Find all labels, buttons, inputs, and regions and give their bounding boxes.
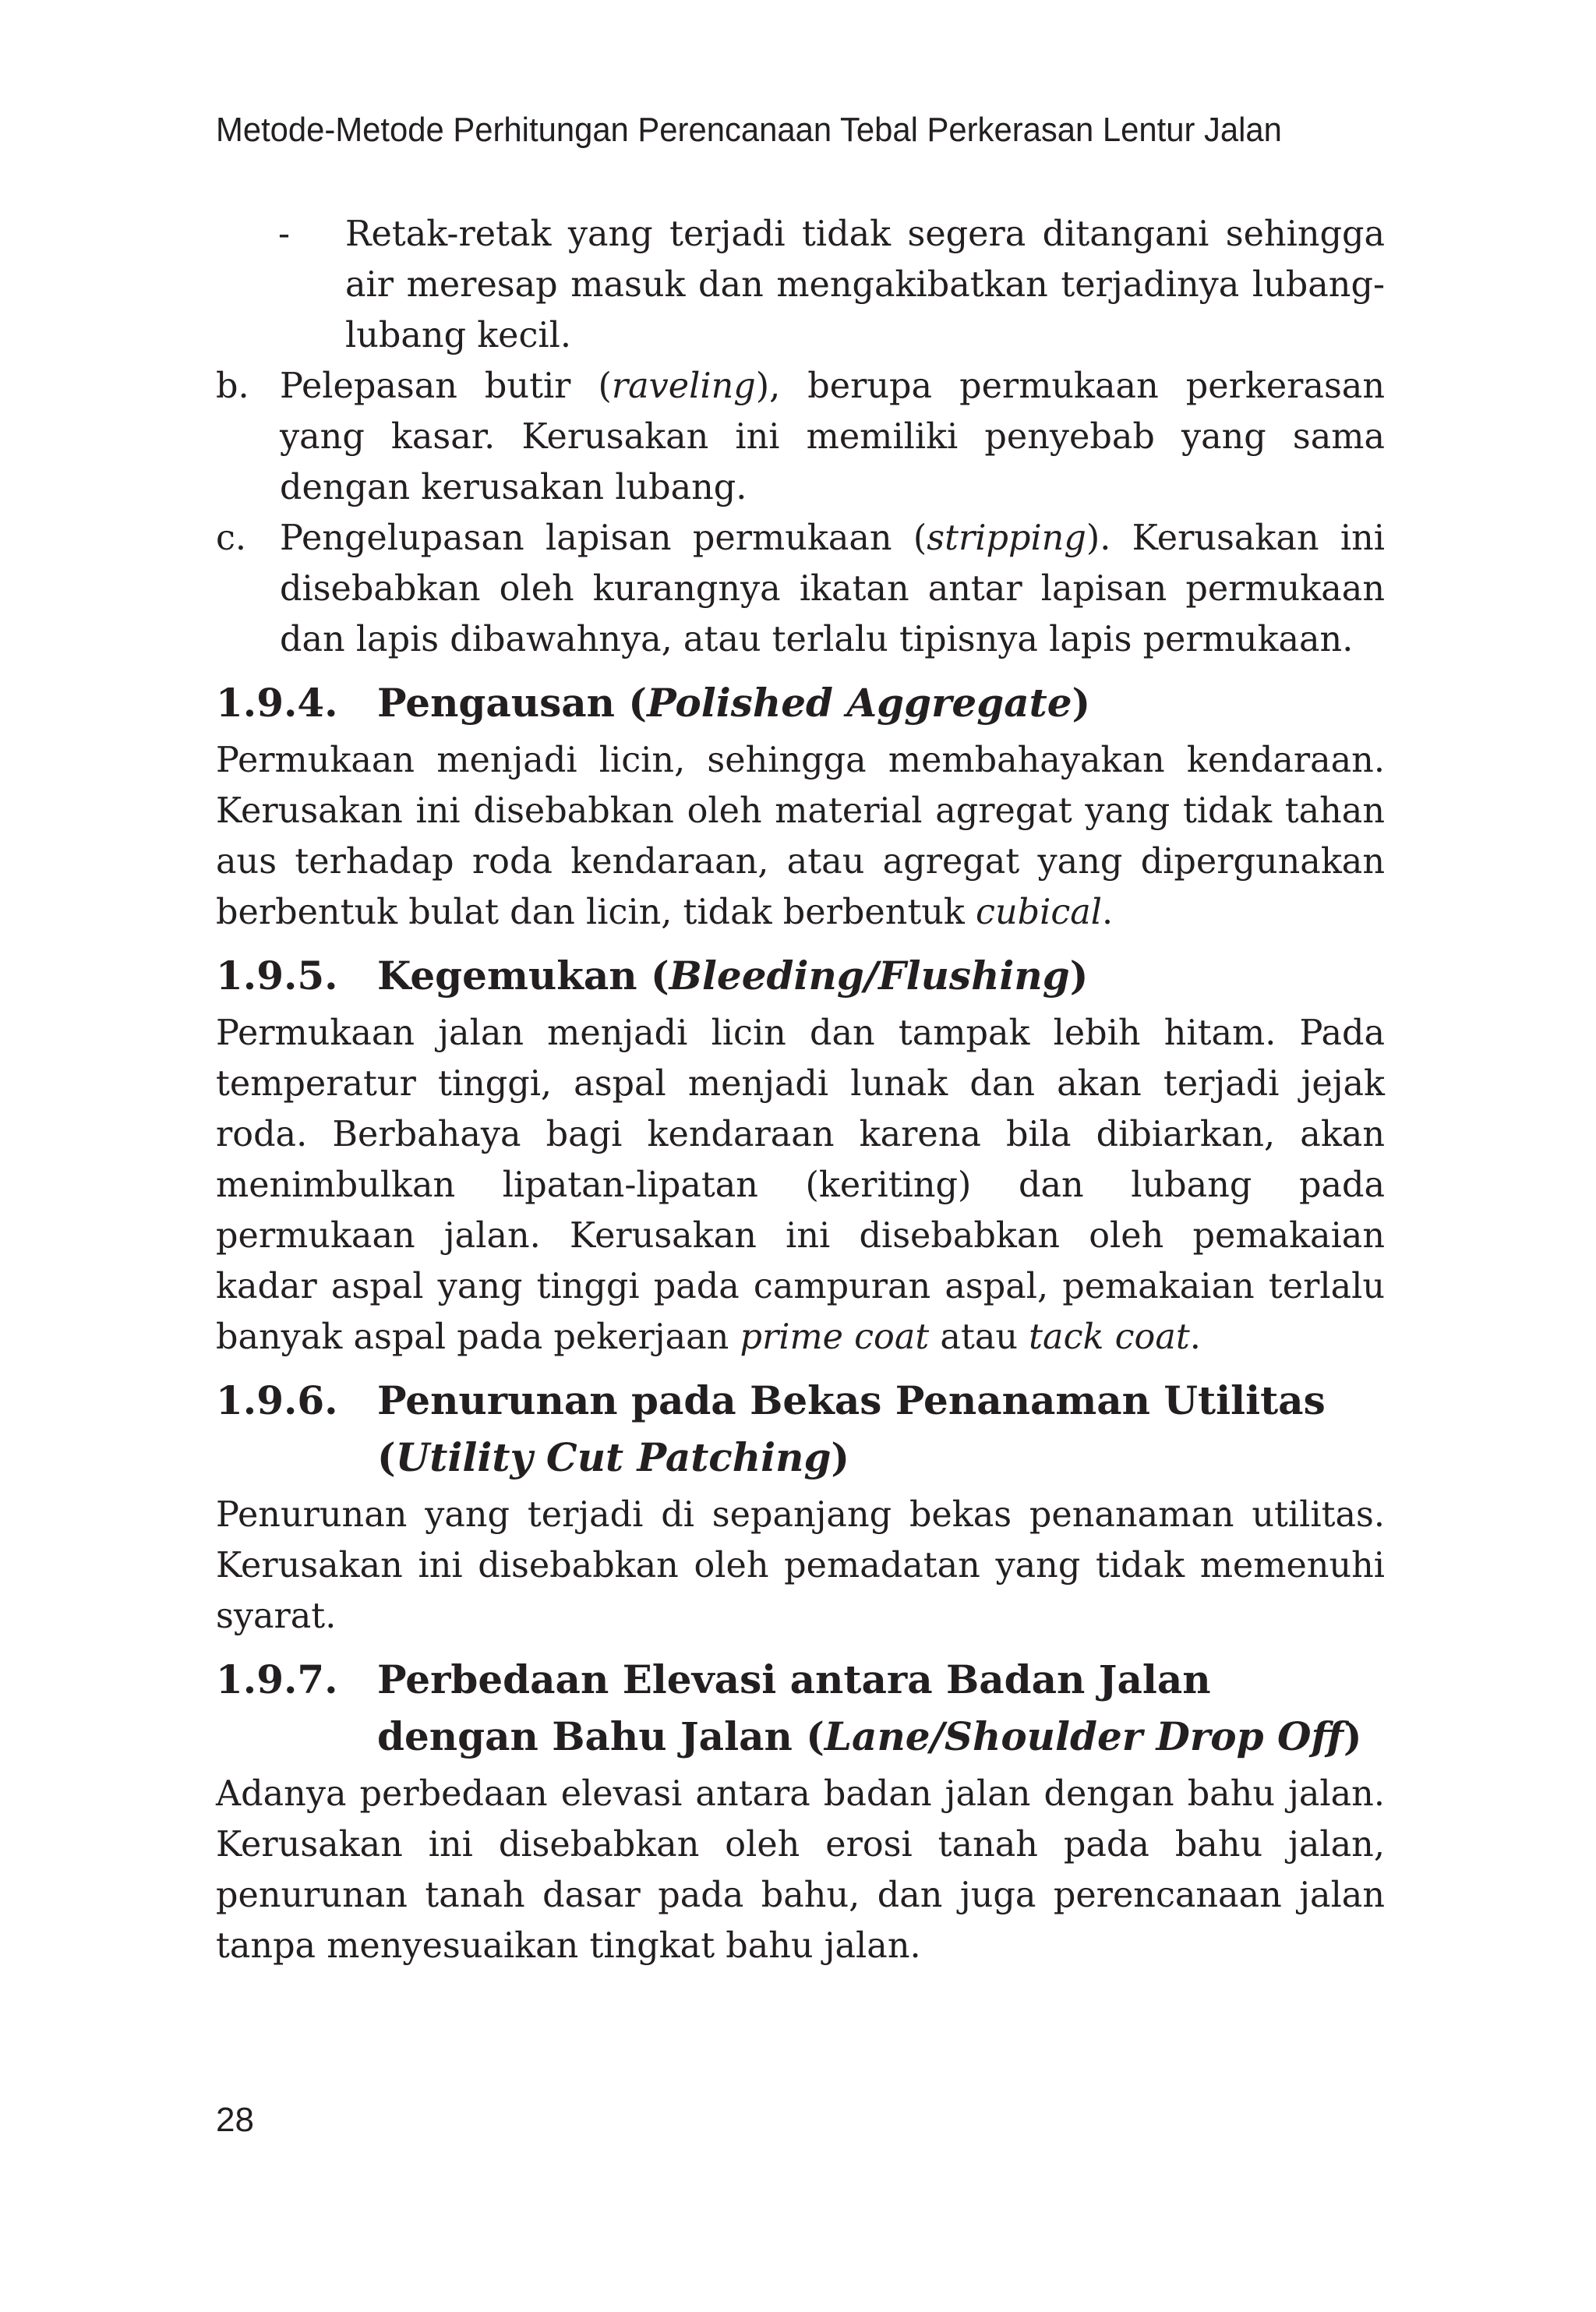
body-text: .: [1189, 1317, 1201, 1357]
section-title: ): [1069, 953, 1089, 999]
list-item-text: ). Kerusakan ini disebabkan oleh kurangnya ikatan antar lapisan permukaan dan lapis dibawahnya, atau terlalu tipisnya lapis permukaan.: [280, 518, 1385, 659]
section-title-term: Polished Aggregate: [647, 680, 1072, 726]
running-head: Metode-Metode Perhitungan Perencanaan Tebal Perkerasan Lentur Jalan: [216, 111, 1282, 149]
list-marker-b: b.: [216, 366, 249, 406]
section-number: 1.9.7.: [216, 1656, 338, 1702]
section-title-term: Utility Cut Patching: [395, 1434, 832, 1480]
page-content: [216, 209, 1385, 1971]
body-term: cubical: [976, 893, 1103, 932]
list-item-text: Pengelupasan lapisan permukaan (: [280, 518, 927, 558]
section-number: 1.9.4.: [216, 680, 338, 726]
section-body-1-9-7: Adanya perbedaan elevasi antara badan jalan dengan bahu jalan. Kerusakan ini disebabkan oleh erosi tanah pada bahu jalan, penurunan tanah dasar pada bahu, dan juga perencanaan jalan tanpa menyesuaikan tingkat bahu jalan.: [216, 1774, 1385, 1966]
section-title: ): [1072, 680, 1091, 726]
section-title: ): [1343, 1713, 1362, 1759]
list-item-b: [216, 361, 1385, 513]
body-term: prime coat: [740, 1317, 930, 1357]
section-body-1-9-6: Penurunan yang terjadi di sepanjang bekas penanaman utilitas. Kerusakan ini disebabkan oleh pemadatan yang tidak memenuhi syarat.: [216, 1495, 1385, 1636]
list-item-text: Retak-retak yang terjadi tidak segera ditangani sehingga air meresap masuk dan mengakibatkan terjadinya lubang-lubang kecil.: [345, 214, 1385, 355]
section-heading-1-9-7: [216, 1651, 1385, 1765]
list-marker-dash: -: [278, 214, 291, 254]
section-body-1-9-4: [216, 735, 1385, 938]
section-title: Kegemukan (: [377, 953, 669, 999]
list-item-text: Pelepasan butir (: [280, 366, 612, 406]
body-text: Permukaan jalan menjadi licin dan tampak lebih hitam. Pada temperatur tinggi, aspal menjadi lunak dan akan terjadi jejak roda. Berbahaya bagi kendaraan karena bila dibiarkan, akan menimbulkan lipatan-lipatan (keriting) dan lubang pada permukaan jalan. Kerusakan ini disebabkan oleh pemakaian kadar aspal yang tinggi pada campuran aspal, pemakaian terlalu banyak aspal pada pekerjaan: [216, 1013, 1385, 1357]
section-body-1-9-5: [216, 1008, 1385, 1363]
list-item-term: raveling: [611, 366, 756, 406]
body-term: tack coat: [1029, 1317, 1190, 1357]
section-title: ): [831, 1434, 850, 1480]
section-heading-1-9-4: [216, 674, 1385, 731]
list-item-text: ), berupa permukaan perkerasan yang kasar. Kerusakan ini memiliki penyebab yang sama dengan kerusakan lubang.: [280, 366, 1385, 507]
page-number: 28: [216, 2101, 254, 2139]
body-text: .: [1102, 893, 1114, 932]
section-title-term: Lane/Shoulder Drop Off: [824, 1713, 1344, 1759]
list-marker-c: c.: [216, 518, 247, 558]
body-text: atau: [929, 1317, 1029, 1357]
section-heading-1-9-6: [216, 1372, 1385, 1486]
section-title-term: Bleeding/Flushing: [669, 953, 1070, 999]
section-title: Pengausan (: [377, 680, 648, 726]
body-text: Permukaan menjadi licin, sehingga membahayakan kendaraan. Kerusakan ini disebabkan oleh material agregat yang tidak tahan aus terhadap roda kendaraan, atau agregat yang dipergunakan berbentuk bulat dan licin, tidak berbentuk: [216, 741, 1385, 932]
list-item-c: [216, 513, 1385, 665]
list-item-dash: [216, 209, 1385, 361]
section-heading-1-9-5: [216, 947, 1385, 1004]
section-title: Perbedaan Elevasi antara Badan Jalan dengan Bahu Jalan (: [377, 1656, 1211, 1759]
section-number: 1.9.6.: [216, 1377, 338, 1423]
section-number: 1.9.5.: [216, 953, 338, 999]
section-title: Penurunan pada Bekas Penanaman Utilitas (: [377, 1377, 1326, 1480]
list-item-term: stripping: [927, 518, 1086, 558]
